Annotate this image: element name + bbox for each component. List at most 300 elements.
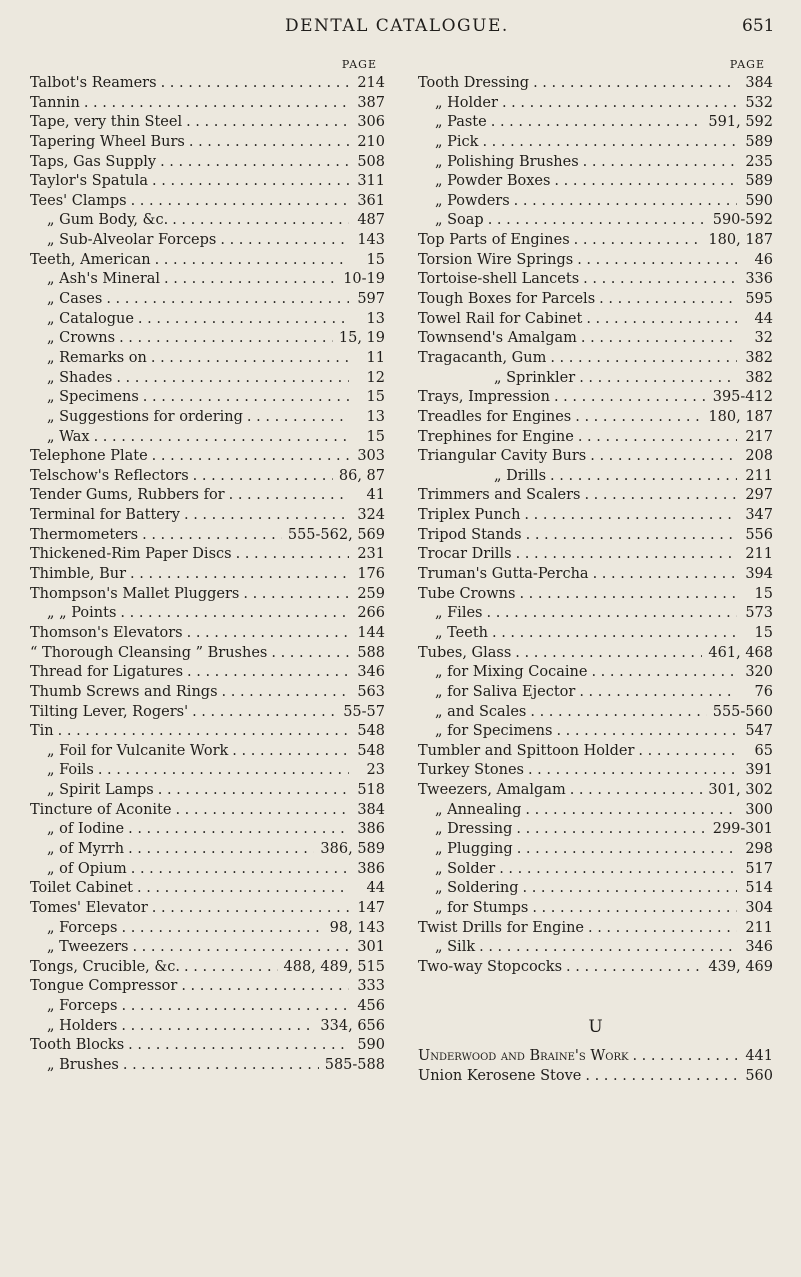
dot-leader <box>127 192 349 212</box>
entry-label: „ Sprinkler <box>494 369 576 386</box>
index-entry <box>30 211 385 231</box>
entry-pages: 306 <box>357 114 385 131</box>
dot-leader <box>228 742 349 762</box>
entry-pages: 214 <box>357 75 385 91</box>
entry-pages: 532 <box>745 94 773 111</box>
entry-pages: 391 <box>745 762 773 779</box>
index-entry <box>418 74 773 94</box>
entry-label: Tape, very thin Steel <box>30 114 183 131</box>
entry-pages: 144 <box>357 624 385 641</box>
dot-leader <box>634 742 737 762</box>
entry-pages: 10-19 <box>343 271 385 288</box>
index-entry <box>418 958 773 978</box>
entry-pages: 441 <box>745 1048 773 1065</box>
entry-pages: 299-301 <box>712 821 773 838</box>
entry-label: „ Gum Body, &c. <box>47 212 169 229</box>
index-entry <box>418 840 773 860</box>
dot-leader <box>587 663 737 683</box>
index-entry <box>30 840 385 860</box>
dot-leader <box>586 447 737 467</box>
entry-pages: 548 <box>357 723 385 740</box>
index-entry <box>418 526 773 546</box>
index-entry <box>30 761 385 781</box>
entry-pages: 208 <box>745 448 773 465</box>
entry-pages: 211 <box>745 546 773 563</box>
dot-leader <box>119 1056 319 1076</box>
entry-pages: 23 <box>366 762 385 779</box>
entry-label: Thumb Screws and Rings <box>30 683 218 700</box>
entry-pages: 231 <box>357 546 385 563</box>
dot-leader <box>574 428 737 448</box>
index-entry <box>30 899 385 919</box>
entry-label: „ Shades <box>47 369 113 386</box>
index-entry <box>418 388 773 408</box>
entry-pages: 46 <box>754 251 773 268</box>
entry-pages: 590 <box>745 192 773 209</box>
dot-leader <box>154 781 349 801</box>
index-entry <box>418 879 773 899</box>
entry-pages: 180, 187 <box>708 232 773 249</box>
entry-pages: 595 <box>745 291 773 308</box>
index-entry <box>418 290 773 310</box>
entry-label: „ Sub-Alveolar Forceps <box>47 232 217 249</box>
dot-leader <box>571 408 702 428</box>
entry-label: „ Holder <box>435 94 498 111</box>
entry-pages: 15 <box>754 624 773 641</box>
entry-label: Two-way Stopcocks <box>418 958 563 975</box>
index-entry <box>30 153 385 173</box>
dot-leader <box>124 840 314 860</box>
entry-label: „ Silk <box>435 939 476 956</box>
index-entry <box>418 428 773 448</box>
entry-label: „ for Mixing Cocaine <box>435 664 588 681</box>
entry-label: „ of Iodine <box>47 821 125 838</box>
index-entry <box>418 545 773 565</box>
page-header <box>0 16 801 40</box>
dot-leader <box>522 526 737 546</box>
index-entry <box>30 919 385 939</box>
index-entry <box>30 329 385 349</box>
dot-leader <box>156 153 349 173</box>
entry-label: Telschow's Reflectors <box>30 467 189 484</box>
entry-pages: 211 <box>745 467 773 484</box>
entry-label: Tumbler and Spittoon Holder <box>418 742 635 759</box>
entry-label: „ Dressing <box>435 821 513 838</box>
entry-label: Terminal for Battery <box>30 507 180 524</box>
dot-leader <box>134 310 349 330</box>
entry-label: Towel Rail for Cabinet <box>418 310 583 327</box>
entry-label: „ Forceps <box>47 919 118 936</box>
entry-label: Triangular Cavity Burs <box>418 448 587 465</box>
entry-label: Underwood and Braine's Work <box>418 1048 629 1065</box>
entry-pages: 456 <box>357 998 385 1015</box>
entry-label: Tooth Blocks <box>30 1037 125 1054</box>
index-entry <box>30 958 385 978</box>
running-title: DENTAL CATALOGUE. <box>285 16 509 36</box>
index-entry <box>30 565 385 585</box>
entry-pages: 382 <box>745 369 773 386</box>
index-entry <box>30 506 385 526</box>
entry-label: „ Crowns <box>47 330 116 347</box>
dot-leader <box>482 604 737 624</box>
dot-leader <box>124 1036 349 1056</box>
entry-label: Trimmers and Scalers <box>418 487 581 504</box>
dot-leader <box>512 820 706 840</box>
entry-pages: 488, 489, 515 <box>283 958 385 975</box>
dot-leader <box>575 369 737 389</box>
index-entry <box>30 1036 385 1056</box>
dot-leader <box>133 879 349 899</box>
entry-label: „ of Opium <box>47 860 127 877</box>
entry-pages: 311 <box>357 173 385 190</box>
entry-label: Tapering Wheel Burs <box>30 133 185 150</box>
entry-label: Treadles for Engines <box>418 408 572 425</box>
entry-label: Tender Gums, Rubbers for <box>30 487 225 504</box>
entry-pages: 147 <box>357 899 385 916</box>
entry-label: Tilting Lever, Rogers' <box>30 703 189 720</box>
index-entry <box>30 1017 385 1037</box>
entry-label: Trays, Impression <box>418 389 550 406</box>
entry-pages: 297 <box>745 487 773 504</box>
dot-leader <box>267 644 349 664</box>
entry-pages: 333 <box>357 978 385 995</box>
left-entry-list <box>30 74 385 1076</box>
index-entry <box>418 1047 773 1067</box>
entry-pages: 556 <box>745 526 773 543</box>
entry-pages: 394 <box>745 566 773 583</box>
index-entry <box>30 624 385 644</box>
entry-label: „ Forceps <box>47 998 118 1015</box>
index-entry <box>30 349 385 369</box>
index-entry <box>418 781 773 801</box>
index-entry <box>418 192 773 212</box>
dot-leader <box>589 565 737 585</box>
dot-leader <box>128 938 349 958</box>
index-entry <box>30 604 385 624</box>
page-column-heading: PAGE <box>341 58 377 71</box>
index-entry <box>418 349 773 369</box>
dot-leader <box>579 153 737 173</box>
entry-pages: 180, 187 <box>708 408 773 425</box>
index-entry <box>30 781 385 801</box>
entry-pages: 336 <box>745 271 773 288</box>
entry-label: Tortoise-shell Lancets <box>418 271 580 288</box>
entry-label: Tomes' Elevator <box>30 899 148 916</box>
index-entry <box>418 722 773 742</box>
entry-pages: 304 <box>745 899 773 916</box>
entry-pages: 86, 87 <box>338 467 385 484</box>
index-column-right <box>418 58 773 1087</box>
entry-pages: 395-412 <box>712 389 773 406</box>
entry-pages: 320 <box>745 664 773 681</box>
entry-label: Thompson's Mallet Pluggers <box>30 585 240 602</box>
entry-label: „ Ash's Mineral <box>47 271 161 288</box>
entry-label: „ Drills <box>494 467 547 484</box>
dot-leader <box>117 919 323 939</box>
index-entry <box>418 231 773 251</box>
index-column-left <box>30 58 385 1076</box>
entry-label: Telephone Plate <box>30 448 148 465</box>
entry-label: Thomson's Elevators <box>30 624 183 641</box>
entry-label: „ Pick <box>435 133 479 150</box>
entry-label: Thread for Ligatures <box>30 664 184 681</box>
index-entry <box>418 820 773 840</box>
index-entry <box>418 506 773 526</box>
entry-label: Trephines for Engine <box>418 428 574 445</box>
dot-leader <box>570 231 703 251</box>
entry-label: „ Wax <box>47 428 90 445</box>
dot-leader <box>218 683 349 703</box>
dot-leader <box>117 1017 314 1037</box>
dot-leader <box>54 722 349 742</box>
index-entry <box>418 938 773 958</box>
dot-leader <box>510 192 737 212</box>
entry-label: Tough Boxes for Parcels <box>418 291 596 308</box>
dot-leader <box>117 997 349 1017</box>
index-entry <box>30 683 385 703</box>
entry-label: Tragacanth, Gum <box>418 349 547 366</box>
entry-pages: 235 <box>745 153 773 170</box>
entry-pages: 13 <box>366 408 385 425</box>
section-letter: U <box>588 1017 603 1038</box>
index-entry <box>30 722 385 742</box>
entry-label: Triplex Punch <box>418 507 521 524</box>
entry-pages: 15, 19 <box>338 330 385 347</box>
entry-pages: 41 <box>366 487 385 504</box>
entry-pages: 597 <box>357 291 385 308</box>
dot-leader <box>484 211 707 231</box>
dot-leader <box>521 801 737 821</box>
entry-pages: 176 <box>357 566 385 583</box>
entry-label: Tooth Dressing <box>418 75 530 91</box>
dot-leader <box>582 310 737 330</box>
entry-pages: 346 <box>357 664 385 681</box>
entry-label: „ of Myrrh <box>47 840 125 857</box>
entry-pages: 547 <box>745 723 773 740</box>
entry-pages: 143 <box>357 232 385 249</box>
index-entry <box>30 585 385 605</box>
entry-pages: 384 <box>745 75 773 91</box>
index-entry <box>30 310 385 330</box>
index-entry <box>30 860 385 880</box>
dot-leader <box>151 251 349 271</box>
entry-pages: 76 <box>754 683 773 700</box>
entry-label: „ Plugging <box>435 840 513 857</box>
index-entry <box>418 624 773 644</box>
index-entry <box>418 683 773 703</box>
dot-leader <box>495 860 737 880</box>
entry-pages: 210 <box>357 133 385 150</box>
entry-pages: 589 <box>745 173 773 190</box>
entry-label: „ Spirit Lamps <box>47 782 154 799</box>
dot-leader <box>520 506 737 526</box>
entry-label: Talbot's Reamers <box>30 75 157 91</box>
entry-pages: 573 <box>745 605 773 622</box>
index-entry <box>30 192 385 212</box>
right-entry-list <box>418 74 773 977</box>
dot-leader <box>189 467 333 487</box>
entry-label: Twist Drills for Engine <box>418 919 584 936</box>
index-entry <box>418 742 773 762</box>
entry-pages: 44 <box>366 880 385 897</box>
dot-leader <box>595 290 737 310</box>
entry-pages: 259 <box>357 585 385 602</box>
dot-leader <box>115 329 333 349</box>
entry-pages: 560 <box>745 1068 773 1085</box>
index-entry <box>30 879 385 899</box>
dot-leader <box>171 801 349 821</box>
entry-pages: 518 <box>357 782 385 799</box>
index-entry <box>418 565 773 585</box>
entry-pages: 301, 302 <box>708 782 773 799</box>
entry-pages: 266 <box>357 605 385 622</box>
index-entry <box>30 820 385 840</box>
index-entry <box>418 860 773 880</box>
dot-leader <box>512 545 737 565</box>
entry-label: „ Soap <box>435 212 484 229</box>
index-entry <box>30 447 385 467</box>
entry-label: „ Teeth <box>435 624 488 641</box>
index-entry <box>30 644 385 664</box>
entry-pages: 13 <box>366 310 385 327</box>
dot-leader <box>138 526 282 546</box>
dot-leader <box>216 231 349 251</box>
entry-pages: 301 <box>357 939 385 956</box>
index-entry <box>418 447 773 467</box>
index-entry <box>418 703 773 723</box>
entry-label: Tongs, Crucible, &c. <box>30 958 181 975</box>
entry-pages: 334, 656 <box>320 1017 385 1034</box>
entry-label: „ for Stumps <box>435 899 529 916</box>
dot-leader <box>552 722 737 742</box>
index-entry <box>418 329 773 349</box>
entry-pages: 439, 469 <box>708 958 773 975</box>
dot-leader <box>524 761 737 781</box>
dot-leader <box>243 408 349 428</box>
dot-leader <box>478 133 737 153</box>
entry-label: Tincture of Aconite <box>30 801 172 818</box>
entry-pages: 387 <box>357 94 385 111</box>
entry-label: „ Foil for Vulcanite Work <box>47 742 229 759</box>
dot-leader <box>157 74 349 94</box>
entry-pages: 15 <box>366 389 385 406</box>
index-entry <box>418 270 773 290</box>
index-entry <box>418 251 773 271</box>
entry-pages: 361 <box>357 192 385 209</box>
index-entry <box>418 172 773 192</box>
entry-pages: 555-560 <box>712 703 773 720</box>
entry-label: Tube Crowns <box>418 585 516 602</box>
entry-pages: 588 <box>357 644 385 661</box>
entry-pages: 563 <box>357 683 385 700</box>
dot-leader <box>182 113 349 133</box>
entry-pages: 65 <box>754 742 773 759</box>
dot-leader <box>225 486 349 506</box>
entry-pages: 15 <box>366 251 385 268</box>
index-entry <box>418 408 773 428</box>
dot-leader <box>183 624 349 644</box>
index-entry <box>30 467 385 487</box>
entry-label: „ Cases <box>47 291 103 308</box>
entry-pages: 98, 143 <box>329 919 385 936</box>
index-entry <box>30 703 385 723</box>
entry-label: „ Specimens <box>47 389 139 406</box>
dot-leader <box>546 467 737 487</box>
index-entry <box>30 369 385 389</box>
dot-leader <box>148 172 349 192</box>
dot-leader <box>511 644 702 664</box>
entry-label: „ Files <box>435 605 483 622</box>
entry-pages: 591, 592 <box>708 114 773 131</box>
index-entry <box>30 270 385 290</box>
dot-leader <box>550 388 707 408</box>
entry-pages: 298 <box>745 840 773 857</box>
entry-pages: 15 <box>366 428 385 445</box>
dot-leader <box>581 1067 737 1087</box>
index-entry <box>30 663 385 683</box>
index-entry <box>30 545 385 565</box>
entry-label: Tweezers, Amalgam <box>418 782 566 799</box>
dot-leader <box>177 977 349 997</box>
dot-leader <box>139 388 349 408</box>
index-entry <box>418 153 773 173</box>
index-entry <box>30 388 385 408</box>
entry-label: „ Soldering <box>435 880 519 897</box>
entry-label: „ Holders <box>47 1017 118 1034</box>
dot-leader <box>518 879 737 899</box>
index-entry <box>418 644 773 664</box>
dot-leader <box>577 329 737 349</box>
entry-pages: 508 <box>357 153 385 170</box>
entry-pages: 55-57 <box>343 703 385 720</box>
entry-label: Tin <box>30 723 54 740</box>
index-entry <box>30 801 385 821</box>
entry-pages: 346 <box>745 939 773 956</box>
entry-label: Top Parts of Engines <box>418 232 570 249</box>
dot-leader <box>546 349 737 369</box>
entry-label: „ for Saliva Ejector <box>435 683 576 700</box>
dot-leader <box>526 703 706 723</box>
entry-pages: 300 <box>745 801 773 818</box>
index-entry <box>30 428 385 448</box>
dot-leader <box>475 938 737 958</box>
index-entry <box>418 585 773 605</box>
entry-pages: 555-562, 569 <box>287 526 385 543</box>
entry-label: Union Kerosene Stove <box>418 1068 582 1085</box>
index-entry <box>30 1056 385 1076</box>
dot-leader <box>180 958 277 978</box>
entry-pages: 347 <box>745 507 773 524</box>
entry-pages: 517 <box>745 860 773 877</box>
entry-label: „ Annealing <box>435 801 522 818</box>
index-entry <box>30 251 385 271</box>
entry-pages: 384 <box>357 801 385 818</box>
entry-label: „ Tweezers <box>47 939 129 956</box>
entry-label: „ Brushes <box>47 1057 119 1074</box>
dot-leader <box>488 624 737 644</box>
entry-label: Thermometers <box>30 526 139 543</box>
dot-leader <box>127 860 349 880</box>
entry-label: „ Powder Boxes <box>435 173 551 190</box>
dot-leader <box>529 74 737 94</box>
dot-leader <box>232 545 349 565</box>
entry-pages: 382 <box>745 349 773 366</box>
entry-label: Tees' Clamps <box>30 192 127 209</box>
index-entry <box>30 526 385 546</box>
dot-leader <box>147 349 349 369</box>
index-entry <box>418 467 773 487</box>
index-entry <box>30 231 385 251</box>
